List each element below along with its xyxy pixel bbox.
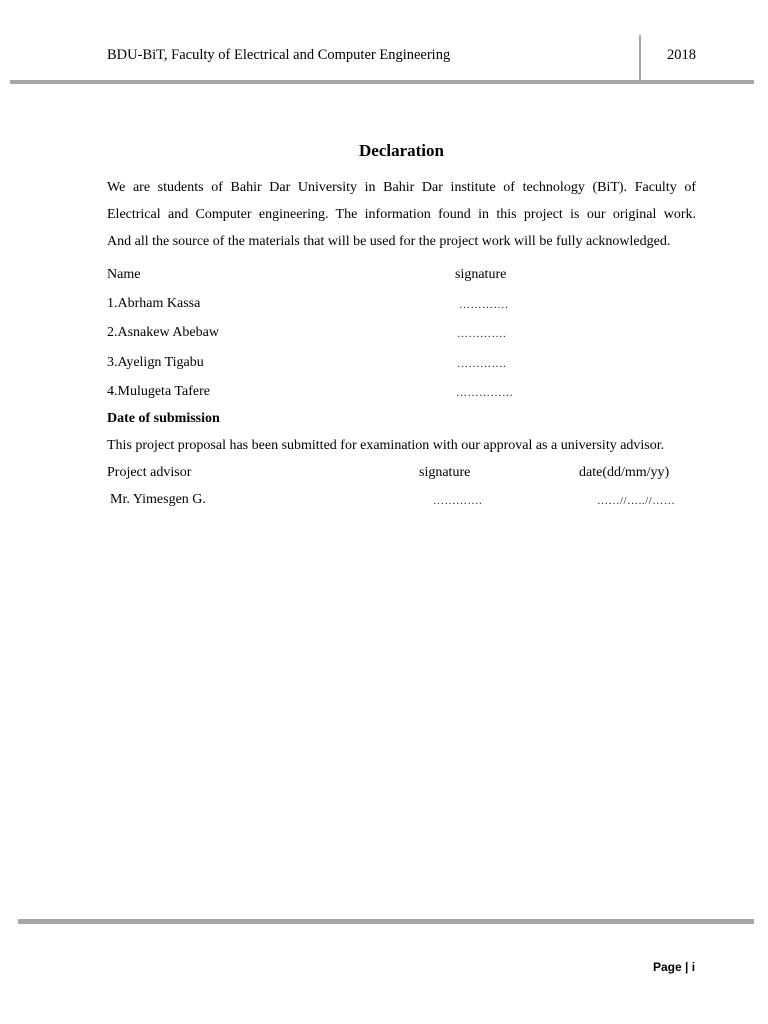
page-number: Page | i bbox=[653, 960, 696, 974]
advisor-name: Mr. Yimesgen G. bbox=[110, 492, 206, 507]
paragraph-line: We are students of Bahir Dar University in Bahir Dar institute of technology (BiT). Faculty of bbox=[107, 180, 696, 195]
header-title: BDU-BiT, Faculty of Electrical and Computer Engineering bbox=[107, 47, 451, 63]
student-signature: …………. bbox=[459, 299, 509, 311]
name-column-header: Name bbox=[107, 267, 141, 282]
student-name: 4.Mulugeta Tafere bbox=[107, 384, 210, 399]
advisor-signature: …………. bbox=[433, 495, 483, 507]
header-rule bbox=[10, 80, 754, 84]
student-name: 2.Asnakew Abebaw bbox=[107, 325, 219, 340]
student-signature: …………. bbox=[457, 328, 507, 340]
advisor-signature-header: signature bbox=[419, 465, 471, 480]
advisor-column-header: Project advisor bbox=[107, 465, 192, 480]
advisor-date: ……//…..//…… bbox=[597, 495, 676, 507]
paragraph-line: Electrical and Computer engineering. The information found in this project is our original work. bbox=[107, 207, 696, 222]
student-signature: …………. bbox=[457, 358, 507, 370]
header-year: 2018 bbox=[667, 47, 696, 63]
student-name: 3.Ayelign Tigabu bbox=[107, 355, 204, 370]
page-title: Declaration bbox=[359, 141, 444, 160]
student-name: 1.Abrham Kassa bbox=[107, 296, 201, 311]
signature-column-header: signature bbox=[455, 267, 507, 282]
header-divider-vertical bbox=[639, 35, 641, 81]
submission-text: This project proposal has been submitted for examination with our approval as a university advisor. bbox=[107, 438, 665, 453]
student-signature: …………… bbox=[456, 387, 514, 399]
footer-rule bbox=[18, 919, 754, 924]
paragraph-line: And all the source of the materials that will be used for the project work will be fully acknowledged. bbox=[107, 234, 671, 249]
advisor-date-header: date(dd/mm/yy) bbox=[579, 465, 670, 480]
submission-heading: Date of submission bbox=[107, 411, 220, 426]
declaration-paragraph bbox=[107, 174, 696, 255]
